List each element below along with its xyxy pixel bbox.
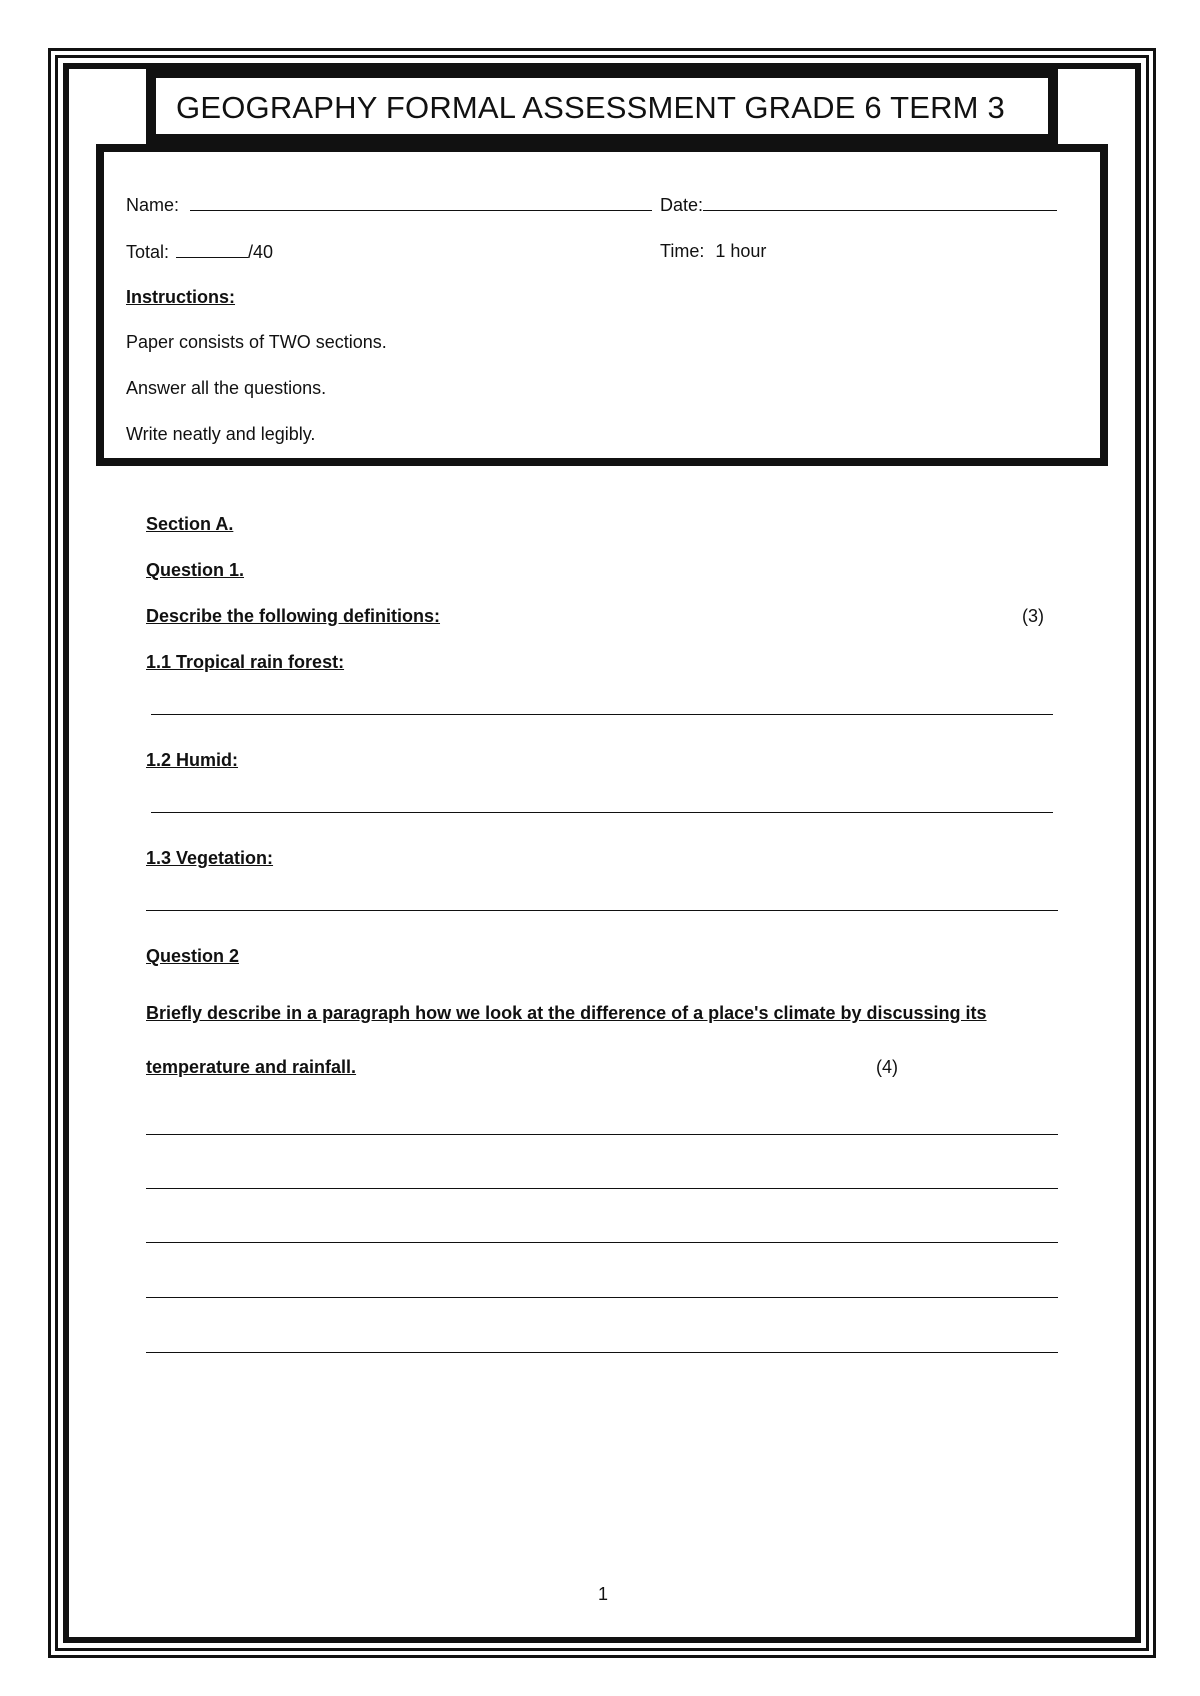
- instructions-heading: Instructions:: [126, 287, 236, 307]
- title-box: [146, 68, 1058, 144]
- answer-line[interactable]: [146, 1134, 1058, 1135]
- time-value: 1 hour: [715, 241, 767, 261]
- answer-line[interactable]: [146, 1297, 1058, 1298]
- answer-line[interactable]: [146, 910, 1058, 911]
- question-2-prompt-line2: temperature and rainfall.: [146, 1057, 357, 1077]
- question-1-marks: (3): [1022, 606, 1044, 626]
- time-label: Time:: [660, 241, 705, 261]
- instruction-item: Write neatly and legibly.: [126, 424, 316, 444]
- info-box: [96, 144, 1108, 466]
- total-field: [126, 241, 273, 263]
- question-2-marks: (4): [876, 1057, 898, 1077]
- date-field: [660, 194, 1057, 216]
- total-blank[interactable]: [176, 241, 248, 258]
- answer-line[interactable]: [146, 1242, 1058, 1243]
- answer-line[interactable]: [146, 1352, 1058, 1353]
- name-label: Name:: [126, 195, 180, 215]
- answer-line[interactable]: [146, 1188, 1058, 1189]
- question-1-1-label: 1.1 Tropical rain forest:: [146, 652, 345, 672]
- question-1-prompt: Describe the following definitions:: [146, 606, 441, 626]
- question-1-3-label: 1.3 Vegetation:: [146, 848, 274, 868]
- question-2-prompt-line1: Briefly describe in a paragraph how we look at the difference of a place's climate by discussing its: [146, 1003, 987, 1023]
- total-max: /40: [248, 242, 274, 262]
- answer-line[interactable]: [151, 714, 1053, 715]
- answer-line[interactable]: [151, 812, 1053, 813]
- name-field: [126, 194, 652, 216]
- date-label: Date:: [660, 195, 704, 215]
- question-2-heading: Question 2: [146, 946, 240, 966]
- instruction-item: Paper consists of TWO sections.: [126, 332, 387, 352]
- section-heading: Section A.: [146, 514, 234, 534]
- page-title: GEOGRAPHY FORMAL ASSESSMENT GRADE 6 TERM 3: [176, 90, 1005, 125]
- name-blank[interactable]: [190, 194, 652, 211]
- time-field: [660, 241, 766, 262]
- page-number: 1: [598, 1584, 609, 1604]
- date-blank[interactable]: [703, 194, 1057, 211]
- total-label: Total:: [126, 242, 170, 262]
- instruction-item: Answer all the questions.: [126, 378, 327, 398]
- question-1-heading: Question 1.: [146, 560, 245, 580]
- question-1-2-label: 1.2 Humid:: [146, 750, 239, 770]
